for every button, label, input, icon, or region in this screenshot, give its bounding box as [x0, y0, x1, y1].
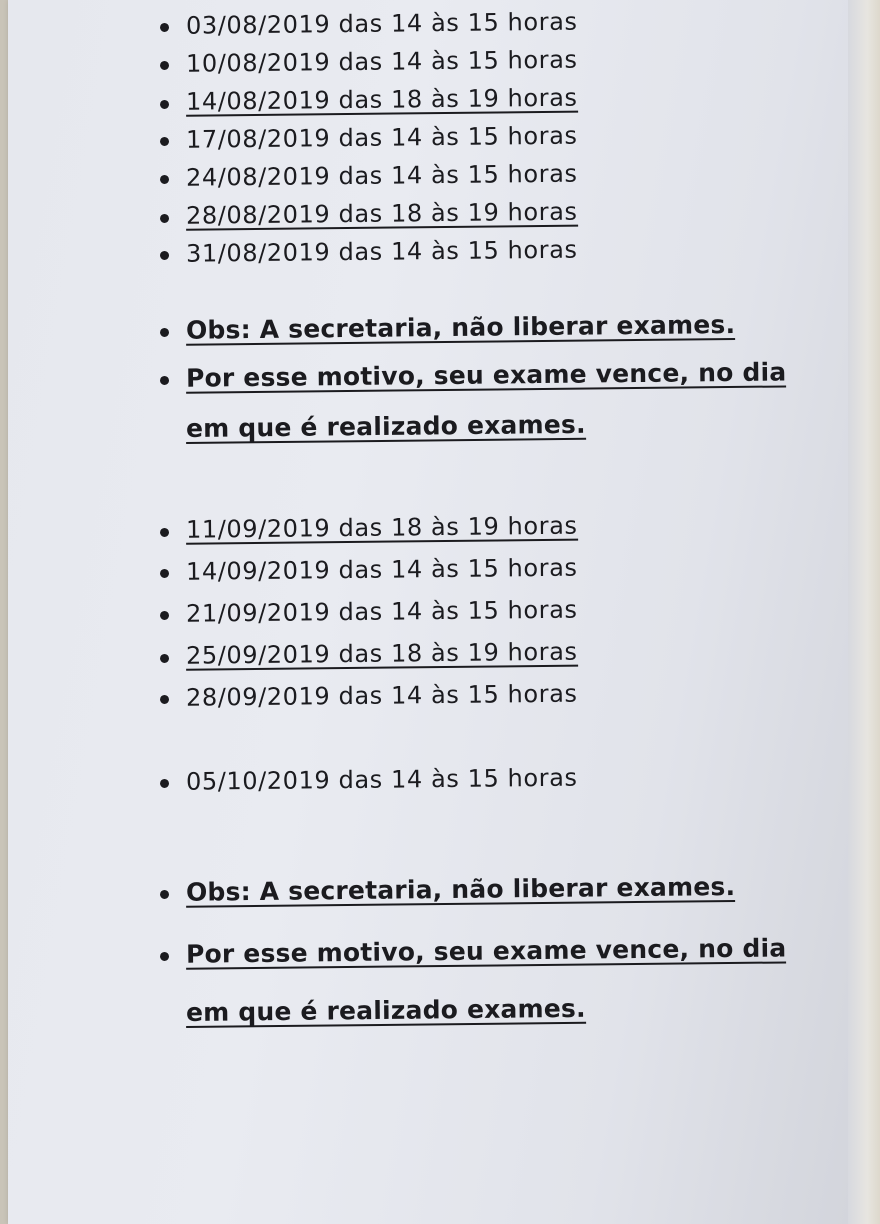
list-item-date-underlined — [160, 638, 578, 672]
obs-text: Obs: A secretaria, não liberar exames. — [185, 309, 736, 345]
list-item-date — [160, 596, 578, 628]
list-item-date — [160, 122, 578, 154]
date-text: 17/08/2019 das 14 às 15 horas — [185, 121, 578, 154]
date-text: 11/09/2019 das 18 às 19 horas — [185, 511, 578, 544]
date-text: 03/08/2019 das 14 às 15 horas — [185, 7, 578, 40]
obs-note — [160, 872, 736, 908]
list-item-date — [160, 8, 578, 40]
date-text: 14/09/2019 das 14 às 15 horas — [185, 553, 578, 586]
list-item-date-underlined — [160, 198, 578, 232]
reason-text-line2: em que é realizado exames. — [185, 993, 586, 1027]
obs-note — [160, 310, 736, 346]
date-text: 14/08/2019 das 18 às 19 horas — [185, 83, 578, 116]
date-text: 10/08/2019 das 14 às 15 horas — [185, 45, 578, 78]
reason-text-line1: Por esse motivo, seu exame vence, no dia — [185, 357, 787, 393]
list-item-date-underlined — [160, 84, 578, 118]
reason-text-line1: Por esse motivo, seu exame vence, no dia — [185, 933, 787, 969]
date-text: 28/08/2019 das 18 às 19 horas — [185, 197, 578, 230]
obs-text: Obs: A secretaria, não liberar exames. — [185, 871, 736, 907]
reason-text-line2: em que é realizado exames. — [185, 409, 586, 443]
list-item-date-underlined — [160, 512, 578, 546]
date-text: 05/10/2019 das 14 às 15 horas — [185, 763, 578, 796]
list-item-date — [160, 160, 578, 192]
list-item-date — [160, 554, 578, 586]
list-item-date — [160, 46, 578, 78]
date-text: 24/08/2019 das 14 às 15 horas — [185, 159, 578, 192]
list-item-date — [160, 764, 578, 796]
date-text: 31/08/2019 das 14 às 15 horas — [185, 235, 578, 268]
date-text: 28/09/2019 das 14 às 15 horas — [185, 679, 578, 712]
list-item-date — [160, 236, 578, 268]
paper-edge — [848, 0, 880, 1224]
list-item-date — [160, 680, 578, 712]
date-text: 21/09/2019 das 14 às 15 horas — [185, 595, 578, 628]
date-text: 25/09/2019 das 18 às 19 horas — [185, 637, 578, 670]
